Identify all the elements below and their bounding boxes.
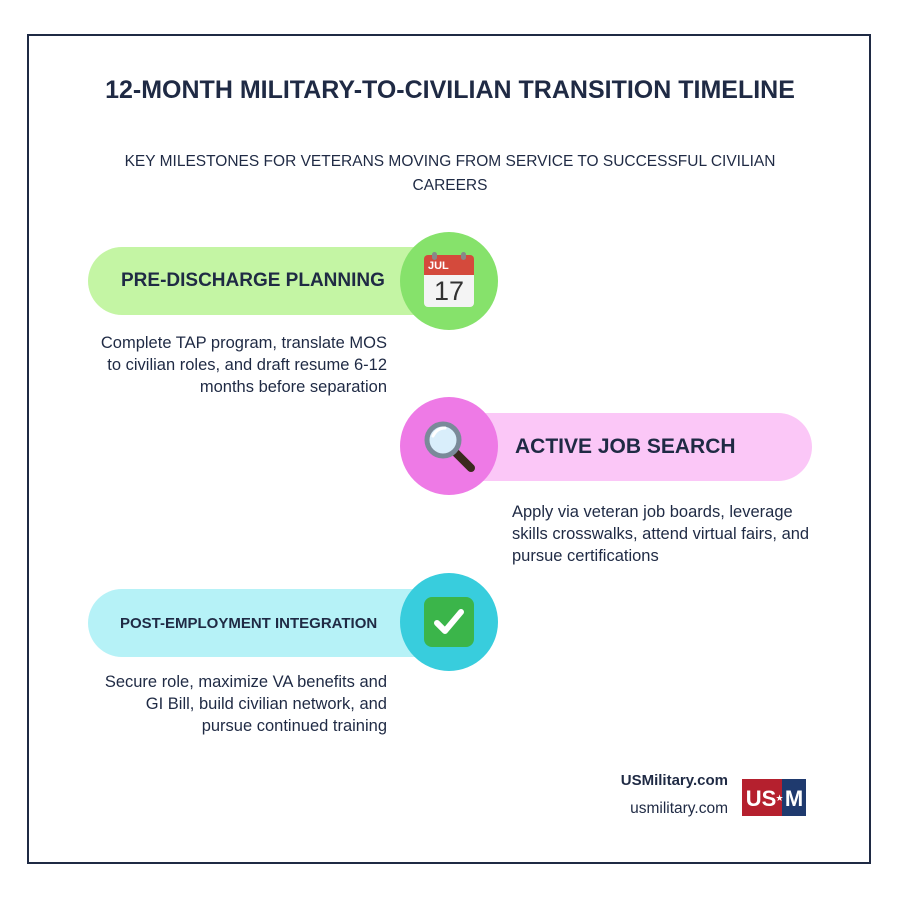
usm-logo — [742, 779, 806, 816]
step-pre-discharge-circle — [400, 232, 498, 330]
logo-text-left: US — [745, 786, 777, 811]
calendar-ring — [461, 252, 466, 260]
step-label: ACTIVE JOB SEARCH — [515, 435, 736, 458]
logo-text-right: M — [784, 786, 804, 811]
calendar-ring — [432, 252, 437, 260]
page-title: 12-MONTH MILITARY-TO-CIVILIAN TRANSITION TIMELINE — [105, 76, 795, 104]
check-mark-icon — [424, 597, 474, 647]
step-post-employment-description: Secure role, maximize VA benefits and GI Bill, build civilian network, and pursue continued training — [104, 673, 387, 735]
step-pre-discharge-description: Complete TAP program, translate MOS to civilian roles, and draft resume 6-12 months before separation — [100, 334, 387, 396]
svg-text:★: ★ — [775, 794, 784, 804]
brand-name: USMilitary.com — [620, 772, 728, 789]
brand-url: usmilitary.com — [630, 800, 728, 817]
calendar-month: JUL — [424, 255, 474, 275]
magnifying-glass-icon — [421, 418, 477, 474]
calendar-icon — [424, 255, 474, 307]
calendar-day: 17 — [424, 275, 474, 307]
page-subtitle: KEY MILESTONES FOR VETERANS MOVING FROM SERVICE TO SUCCESSFUL CIVILIAN CAREERS — [124, 153, 776, 194]
step-job-search-description: Apply via veteran job boards, leverage skills crosswalks, attend virtual fairs, and pursue certifications — [512, 503, 810, 565]
step-label: POST-EMPLOYMENT INTEGRATION — [120, 614, 378, 632]
check-mark-glyph — [431, 604, 467, 640]
step-job-search-pill — [445, 413, 812, 481]
step-job-search-circle — [400, 397, 498, 495]
step-post-employment-circle — [400, 573, 498, 671]
step-label: PRE-DISCHARGE PLANNING — [121, 270, 385, 291]
